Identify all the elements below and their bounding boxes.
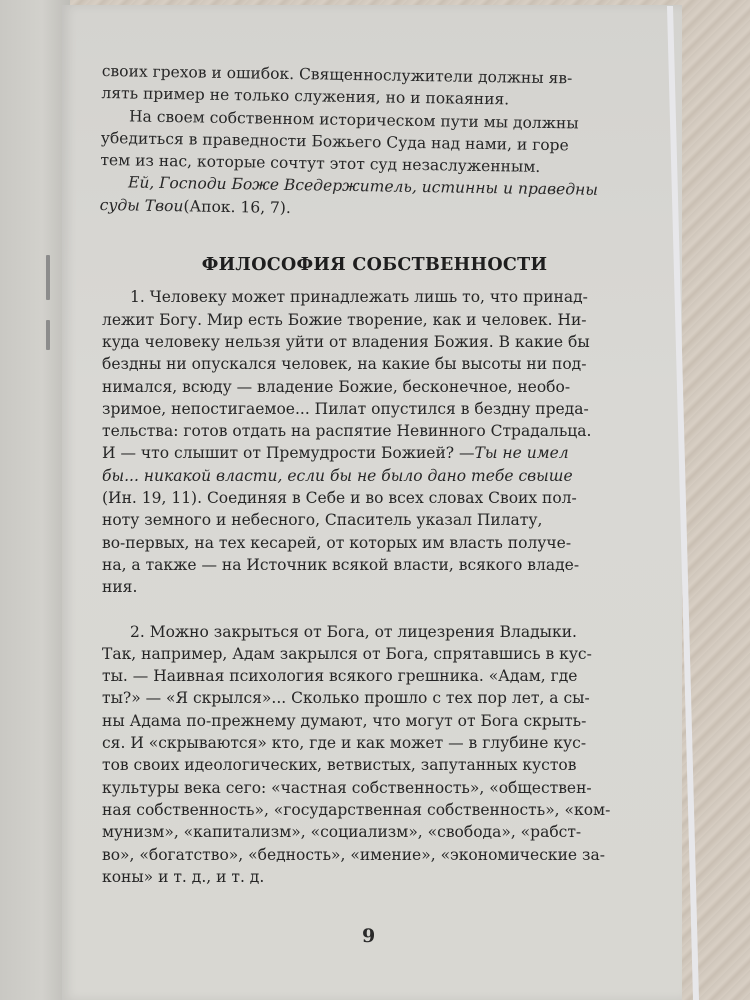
text-line-content: ны Адама по-прежнему думают, что могут от Бога скрыть-: [102, 711, 587, 730]
text-line: [102, 777, 647, 799]
text-line-content: лежит Богу. Мир есть Божие творение, как и человек. Ни-: [102, 310, 587, 329]
text-line: [102, 442, 647, 464]
text-line-content: ты?» — «Я скрылся»... Сколько прошло с тех пор лет, а сы-: [102, 689, 590, 708]
text-line-content: 2. Можно закрыться от Бога, от лицезрения Владыки.: [130, 622, 577, 641]
text-line: [102, 576, 647, 598]
text-line-content: ная собственность», «государственная собственность», «ком-: [102, 800, 611, 819]
text-line-content: во-первых, на тех кесарей, от которых им власть получе-: [102, 533, 572, 552]
text-line-content: Так, например, Адам закрылся от Бога, спрятавшись в кус-: [102, 644, 592, 663]
paragraph-spacer: [102, 599, 647, 621]
text-line: [102, 710, 647, 732]
text-line: [102, 286, 647, 308]
text-line: [102, 665, 647, 687]
text-line-content: своих грехов и ошибок. Священнослужители должны яв-: [101, 61, 573, 88]
text-line: [102, 866, 647, 888]
text-line-content: на, а также — на Источник всякой власти, всякого владе-: [102, 555, 580, 574]
text-line-content: во», «богатство», «бедность», «имение», «экономические за-: [102, 845, 605, 864]
text-line-content: лять пример не только служения, но и покаяния.: [101, 84, 510, 109]
text-line-content: коны» и т. д., и т. д.: [102, 867, 265, 886]
section-title: ФИЛОСОФИЯ СОБСТВЕННОСТИ: [201, 255, 548, 276]
text-line-content: тельства: готов отдать на распятие Невинного Страдальца.: [102, 422, 592, 441]
text-line-content: ся. И «скрываются» кто, где и как может — в глубине кус-: [102, 734, 587, 753]
text-line: [102, 621, 647, 643]
text-line-content: нимался, всюду — владение Божие, бесконечное, необо-: [102, 377, 571, 396]
paragraph-1: [102, 286, 647, 598]
text-line-content: 1. Человеку может принадлежать лишь то, что принад-: [130, 288, 588, 307]
left-page-edge: [0, 0, 70, 1000]
text-line: [102, 732, 647, 754]
text-line-content: тов своих идеологических, ветвистых, запутанных кустов: [102, 756, 577, 775]
text-line-content: ноту земного и небесного, Спаситель указал Пилату,: [102, 511, 543, 530]
text-line: [102, 687, 647, 709]
paragraph-2: [102, 621, 647, 889]
text-line: [102, 844, 647, 866]
quote-text: суды Твои: [99, 195, 184, 216]
text-line-content: тем из нас, которые сочтут этот суд незаслуженным.: [100, 151, 541, 177]
text-line: [102, 420, 647, 442]
quote-text: Ей, Господи Боже Вседержитель, истинны и праведны: [127, 173, 599, 200]
quote-text: Ты не имел: [474, 444, 569, 463]
text-line: [102, 376, 647, 398]
text-line-content: (Ин. 19, 11). Соединяя в Себе и во всех словах Своих пол-: [102, 489, 577, 508]
book-page: [62, 5, 682, 1000]
text-line-content: убедиться в праведности Божьего Суда над нами, и горе: [100, 128, 569, 155]
text-line-content: И — что слышит от Премудрости Божией? —: [102, 444, 475, 463]
text-line: [102, 554, 647, 576]
text-line-content: На своем собственном историческом пути мы должны: [128, 107, 579, 133]
text-line-content: куда человеку нельзя уйти от владения Божия. В какие бы: [102, 332, 590, 351]
binding-staple: [46, 255, 50, 300]
scripture-reference: (Апок. 16, 7).: [183, 197, 291, 217]
previous-section-fragment: [100, 60, 647, 225]
text-line: [102, 509, 647, 531]
page-content: [99, 60, 647, 888]
text-line: [102, 487, 647, 509]
text-line-content: зримое, непостигаемое... Пилат опустился в бездну преда-: [102, 399, 589, 418]
text-line: [102, 643, 647, 665]
text-line-content: ния.: [102, 578, 138, 597]
text-line: [102, 799, 647, 821]
text-line: [102, 398, 647, 420]
text-line: [102, 309, 647, 331]
text-line-content: ты. — Наивная психология всякого грешника. «Адам, где: [102, 667, 578, 686]
text-line: [102, 754, 647, 776]
binding-staple: [46, 320, 50, 350]
text-line-content: бездны ни опускался человек, на какие бы высоты ни под-: [102, 355, 587, 374]
text-line: [102, 353, 647, 375]
text-line-content: культуры века сего: «частная собственность», «обществен-: [102, 778, 592, 797]
text-line-content: мунизм», «капитализм», «социализм», «свобода», «рабст-: [102, 823, 582, 842]
text-line: [102, 821, 647, 843]
text-line: [102, 465, 647, 487]
quote-text: бы... никакой власти, если бы не было дано тебе свыше: [102, 466, 573, 485]
page-number: 9: [362, 925, 376, 947]
text-line: [102, 532, 647, 554]
text-line: [102, 331, 647, 353]
